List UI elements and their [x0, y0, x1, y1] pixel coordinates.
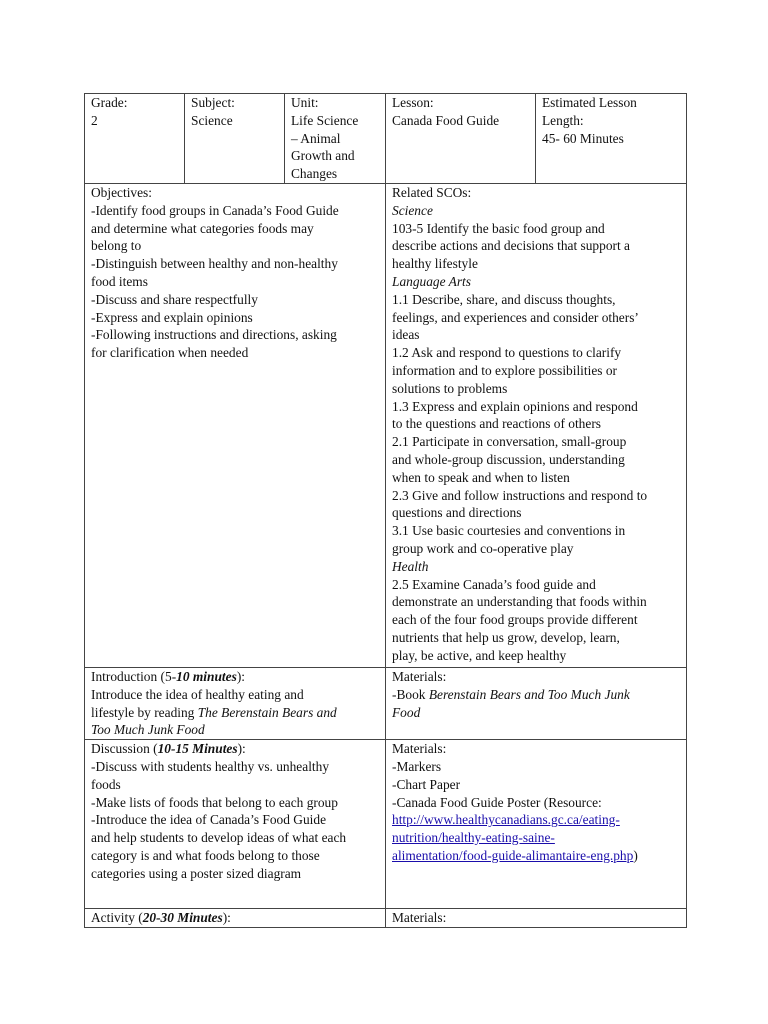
unit-value-line: Changes — [291, 166, 338, 182]
introduction-time: 10 minutes — [176, 668, 237, 684]
objective-line: for clarification when needed — [91, 345, 249, 361]
discussion-heading — [91, 740, 382, 758]
sco-line: play, be active, and keep healthy — [392, 647, 567, 663]
introduction-text: lifestyle by reading — [91, 704, 198, 720]
discussion-line: foods — [91, 776, 121, 792]
food-guide-link-line — [392, 847, 683, 865]
materials-title: Materials: — [392, 910, 447, 926]
subject-label: Subject: — [191, 95, 235, 110]
discussion-row — [85, 740, 687, 909]
sco-line: 2.5 Examine Canada’s food guide and — [392, 576, 596, 592]
length-label-line: Estimated Lesson — [542, 95, 637, 110]
introduction-line: Introduce the idea of healthy eating and — [91, 686, 304, 702]
sco-line: group work and co-operative play — [392, 540, 574, 556]
objective-line: -Following instructions and directions, asking — [91, 327, 337, 343]
sco-line: to the questions and reactions of others — [392, 416, 601, 432]
introduction-line — [91, 704, 382, 722]
discussion-line: -Discuss with students healthy vs. unhealthy — [91, 758, 330, 774]
sco-line: nutrients that help us grow, develop, learn, — [392, 629, 620, 645]
sco-line: ideas — [392, 327, 420, 343]
unit-value-line: Growth and — [291, 148, 355, 164]
materials-text: -Book — [392, 686, 429, 702]
scos-cell — [386, 183, 687, 667]
objectives-row — [85, 183, 687, 667]
sco-line: 103-5 Identify the basic food group and — [392, 220, 605, 236]
subject-value: Science — [191, 112, 233, 128]
activity-time: 20-30 Minutes — [142, 910, 223, 926]
sco-line: solutions to problems — [392, 380, 508, 396]
discussion-materials-cell — [386, 740, 687, 909]
sco-line: each of the four food groups provide different — [392, 612, 638, 628]
food-guide-link[interactable]: http://www.healthycanadians.gc.ca/eating- — [392, 812, 620, 828]
objectives-cell — [85, 183, 386, 667]
objective-line: -Identify food groups in Canada’s Food Guide — [91, 202, 339, 218]
sco-line: 3.1 Use basic courtesies and conventions in — [392, 523, 626, 539]
discussion-line: and help students to develop ideas of what each — [91, 830, 347, 846]
book-title: Berenstain Bears and Too Much Junk — [428, 686, 630, 702]
sco-line: 2.3 Give and follow instructions and respond to — [392, 487, 648, 503]
language-arts-heading: Language Arts — [392, 273, 471, 289]
book-title: The Berenstain Bears and — [197, 704, 337, 720]
materials-title: Materials: — [392, 741, 447, 757]
length-value: 45- 60 Minutes — [542, 130, 624, 146]
discussion-close: ): — [237, 741, 246, 757]
health-heading: Health — [392, 558, 429, 574]
lesson-value: Canada Food Guide — [392, 112, 500, 128]
discussion-line: category is and what foods belong to those — [91, 847, 320, 863]
discussion-line: categories using a poster sized diagram — [91, 865, 302, 881]
introduction-heading — [91, 668, 382, 686]
discussion-line: -Introduce the idea of Canada’s Food Guide — [91, 812, 327, 828]
length-cell — [536, 94, 687, 184]
grade-cell — [85, 94, 185, 184]
materials-line: -Markers — [392, 758, 442, 774]
activity-cell — [85, 909, 386, 928]
sco-line: healthy lifestyle — [392, 256, 478, 272]
link-close: ) — [633, 847, 638, 863]
lesson-plan-table — [84, 93, 687, 928]
sco-line: demonstrate an understanding that foods within — [392, 594, 647, 610]
discussion-cell — [85, 740, 386, 909]
introduction-cell — [85, 667, 386, 739]
book-title: Too Much Junk Food — [91, 722, 205, 738]
activity-label: Activity ( — [91, 910, 143, 926]
grade-value: 2 — [91, 112, 98, 128]
lesson-cell — [386, 94, 536, 184]
objectives-title: Objectives: — [91, 184, 152, 200]
activity-heading — [91, 909, 382, 927]
sco-line: when to speak and when to listen — [392, 469, 570, 485]
sco-line: 1.1 Describe, share, and discuss thoughts, — [392, 291, 616, 307]
food-guide-link[interactable]: alimentation/food-guide-alimantaire-eng.php — [392, 847, 634, 863]
objective-line: -Express and explain opinions — [91, 309, 253, 325]
materials-title: Materials: — [392, 668, 447, 684]
unit-label: Unit: — [291, 95, 319, 110]
activity-row — [85, 909, 687, 928]
scos-title: Related SCOs: — [392, 184, 472, 200]
introduction-row — [85, 667, 687, 739]
unit-cell — [285, 94, 386, 184]
header-row — [85, 94, 687, 184]
introduction-close: ): — [236, 668, 245, 684]
objective-line: belong to — [91, 238, 142, 254]
sco-line: information and to explore possibilities or — [392, 362, 617, 378]
sco-line: feelings, and experiences and consider others’ — [392, 309, 639, 325]
food-guide-link[interactable]: nutrition/healthy-eating-saine- — [392, 830, 555, 846]
unit-value-line: Life Science — [291, 112, 359, 128]
sco-line: and whole-group discussion, understanding — [392, 451, 625, 467]
discussion-time: 10-15 Minutes — [157, 741, 238, 757]
grade-label: Grade: — [91, 95, 128, 110]
sco-line: 2.1 Participate in conversation, small-group — [392, 434, 627, 450]
lesson-label: Lesson: — [392, 95, 434, 110]
sco-line: 1.3 Express and explain opinions and respond — [392, 398, 638, 414]
activity-close: ): — [222, 910, 231, 926]
sco-line: 1.2 Ask and respond to questions to clarify — [392, 345, 622, 361]
materials-line — [392, 686, 683, 704]
unit-value-line: – Animal — [291, 130, 341, 146]
discussion-line: -Make lists of foods that belong to each group — [91, 794, 338, 810]
objective-line: -Distinguish between healthy and non-healthy — [91, 256, 338, 272]
introduction-materials-cell — [386, 667, 687, 739]
subject-cell — [185, 94, 285, 184]
materials-line: -Canada Food Guide Poster (Resource: — [392, 794, 602, 810]
science-heading: Science — [392, 202, 433, 218]
activity-materials-cell — [386, 909, 687, 928]
sco-line: questions and directions — [392, 505, 522, 521]
objective-line: food items — [91, 273, 148, 289]
objective-line: -Discuss and share respectfully — [91, 291, 258, 307]
book-title: Food — [392, 704, 421, 720]
introduction-label: Introduction (5- — [91, 668, 177, 684]
materials-line: -Chart Paper — [392, 776, 461, 792]
objective-line: and determine what categories foods may — [91, 220, 314, 236]
length-label-line: Length: — [542, 112, 584, 128]
discussion-label: Discussion ( — [91, 741, 158, 757]
sco-line: describe actions and decisions that support a — [392, 238, 630, 254]
